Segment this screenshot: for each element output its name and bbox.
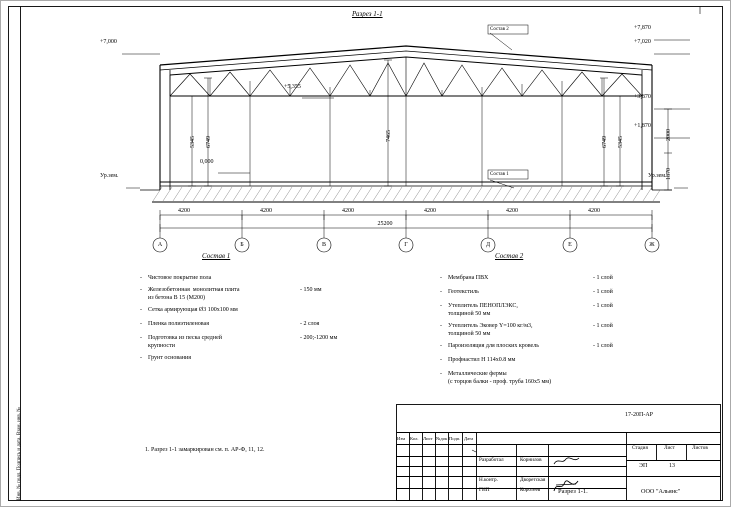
stage-value-list: 13 [669, 463, 675, 469]
callout-sostav-1: Состав 1 [490, 172, 509, 177]
building-section [22, 10, 722, 270]
dim-total: 25200 [377, 221, 393, 227]
role-gip: ГИП [479, 487, 490, 493]
section-title: Разрез 1-1 [352, 10, 383, 18]
list-item [440, 289, 690, 303]
stage-header-listov: Листов [692, 445, 708, 451]
list-item-label: Пленка полиэтиленовая [148, 321, 209, 327]
sostav1-list [140, 275, 370, 369]
dim-bay-6: 4200 [588, 208, 600, 214]
list-item [440, 275, 690, 289]
sheet-name: Разрез 1-1. [558, 488, 588, 495]
list-item-qty: - 1 слой [593, 343, 613, 349]
list-item-qty: - 2 слоя [300, 321, 320, 327]
elevation-left-top: +7,000 [100, 39, 117, 45]
ground-level-left: Ур.зем. [100, 173, 119, 179]
axis-label-e: Е [568, 242, 572, 248]
callout-sostav-2: Состав 2 [490, 27, 509, 32]
list-item-label: Подготовка из песка средней крупности [148, 335, 222, 349]
elevation-right-top-1: +7,870 [634, 25, 651, 31]
dim-right-6749: 6749 [602, 136, 608, 148]
list-item [140, 287, 370, 307]
dash-marker: - [440, 323, 442, 329]
list-item [140, 307, 370, 321]
list-item-label: Мембрана ПВХ [448, 275, 489, 281]
sostav2-list [440, 275, 690, 391]
dash-marker: - [140, 335, 142, 341]
elevation-right-mid-2: +1,870 [634, 123, 651, 129]
rev-header-data: Дата [464, 436, 474, 441]
list-item [440, 323, 690, 343]
list-item-label: Геотекстиль [448, 289, 479, 295]
list-item-label: Сетка армирующая Ø3 100х100 мм [148, 307, 238, 313]
elevation-right-top-2: +7,020 [634, 39, 651, 45]
axis-label-zh: Ж [649, 242, 655, 248]
list-item [140, 321, 370, 335]
rev-header-kol: Кол. [410, 436, 419, 441]
rev-header-podp: Подп. [449, 436, 461, 441]
left-margin-text: Инв. № подл. Подпись и дата. Взам. инв. № [17, 406, 22, 500]
axis-label-d: Д [485, 242, 491, 248]
dim-center-7465: 7465 [386, 130, 392, 142]
list-item [440, 303, 690, 323]
sostav2-title: Состав 2 [495, 252, 524, 260]
axis-label-b: Б [240, 242, 244, 248]
elevation-zero: 0,000 [200, 159, 214, 165]
list-item-qty: - 200;-1200 мм [300, 335, 338, 341]
list-item [140, 335, 370, 355]
dash-marker: - [140, 275, 142, 281]
name-gip: Коротеев [520, 487, 541, 493]
elevation-ridge-inner: +5,355 [284, 84, 301, 90]
list-item-qty: - 150 мм [300, 287, 322, 293]
list-item-qty: - 1 слой [593, 275, 613, 281]
stage-header-list: Лист [664, 445, 675, 451]
dim-left-5345: 5345 [190, 136, 196, 148]
dim-right-2000: 2000 [666, 129, 672, 141]
list-item [440, 371, 690, 391]
dash-marker: - [140, 355, 142, 361]
rev-header-ndok: №док [436, 436, 448, 441]
dim-bay-2: 4200 [260, 208, 272, 214]
list-item-label: Чистовое покрытие пола [148, 275, 212, 281]
dash-marker: - [140, 321, 142, 327]
list-item-label: Железобетонная монолитная плита из бетона В 15 (М200) [148, 287, 240, 301]
axis-label-v: В [321, 242, 326, 248]
signature-developer [552, 456, 582, 466]
axis-label-a: А [157, 242, 163, 248]
list-item-qty: - 1 слой [593, 323, 613, 329]
ground-level-right: Ур.зем. [648, 173, 667, 179]
axis-label-g: Г [404, 242, 408, 248]
dash-marker: - [440, 343, 442, 349]
dim-left-6749: 6749 [206, 136, 212, 148]
list-item [140, 275, 370, 287]
list-item-label: Утеплитель ПЕНОПЛЭКС, толщиной 50 мм [448, 303, 518, 317]
drawing-code: 17-20П-АР [625, 412, 653, 418]
dim-right-5345: 5345 [618, 136, 624, 148]
rev-header-list: Лист [423, 436, 433, 441]
name-ncontr: Дворетская [520, 477, 546, 483]
dash-marker: - [440, 303, 442, 309]
stage-value-stadia: ЭП [639, 463, 648, 469]
dash-marker: - [440, 289, 442, 295]
dim-bay-4: 4200 [424, 208, 436, 214]
dash-marker: - [140, 307, 142, 313]
dash-marker: - [440, 371, 442, 377]
role-developer: Разработал [479, 457, 504, 463]
list-item-label: Профнастил Н 114х0.8 мм [448, 357, 516, 363]
general-note: 1. Разрез 1-1 замаркирован см. п. АР-Ф, 11, 12. [145, 447, 265, 453]
stage-header-stadia: Стадия [632, 445, 648, 451]
list-item-label: Пароизоляция для плоских кровель [448, 343, 539, 349]
list-item-label: Металлические фермы (с торцов балки - проф. труба 160х5 мм) [448, 371, 552, 385]
dash-marker: - [440, 357, 442, 363]
rev-header-izm: Изм [397, 436, 405, 441]
dim-bay-1: 4200 [178, 208, 190, 214]
list-item [140, 355, 370, 369]
list-item-qty: - 1 слой [593, 303, 613, 309]
list-item [440, 357, 690, 371]
elevation-right-mid-1: +3,870 [634, 94, 651, 100]
dim-bay-5: 4200 [506, 208, 518, 214]
dash-marker: - [440, 275, 442, 281]
list-item-qty: - 1 слой [593, 289, 613, 295]
role-ncontr: Н.контр. [479, 477, 498, 483]
dim-bay-3: 4200 [342, 208, 354, 214]
list-item-label: Утеплитель Эковер Y=100 кг/м3, толщиной 50 мм [448, 323, 533, 337]
dim-right-1870: 1870 [666, 168, 672, 180]
list-item [440, 343, 690, 357]
dash-marker: - [140, 287, 142, 293]
name-developer: Корнилов [520, 457, 542, 463]
company-name: ООО "Альянс" [641, 488, 681, 495]
list-item-label: Грунт основания [148, 355, 191, 361]
sostav1-title: Состав 1 [202, 252, 231, 260]
